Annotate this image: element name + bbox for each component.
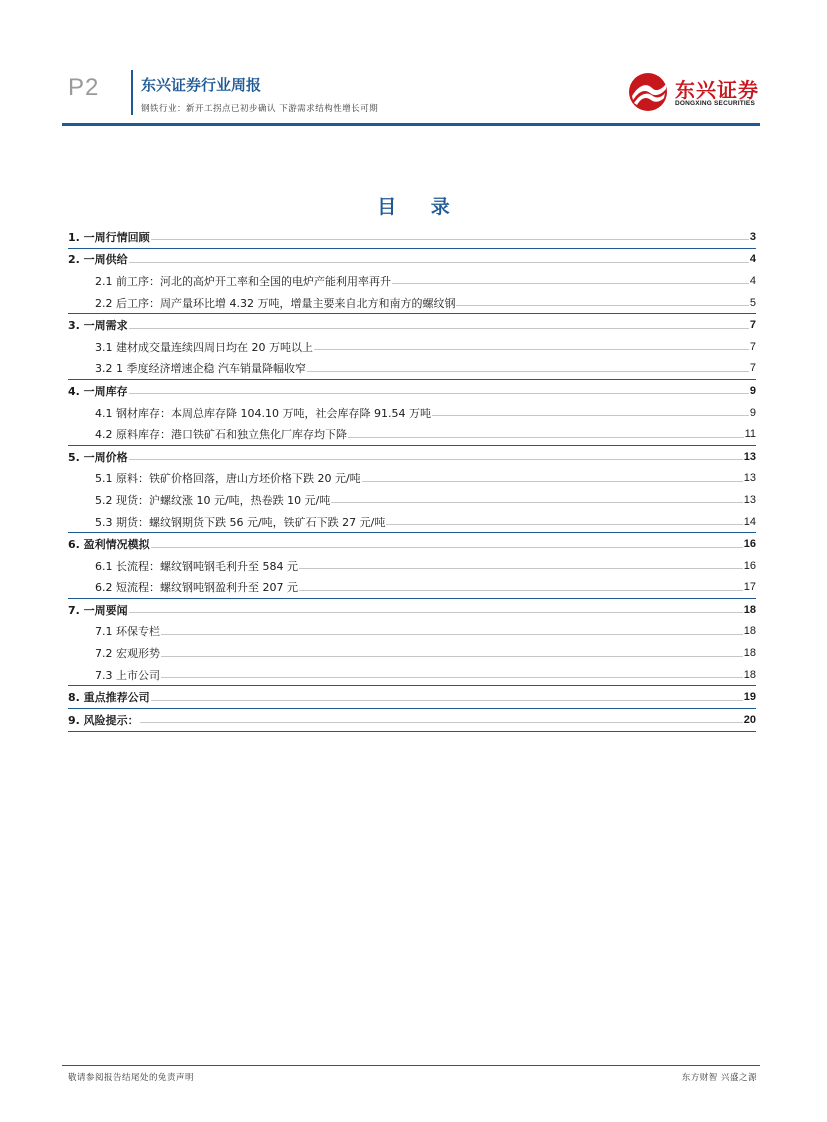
toc-entry-label: 1. 一周行情回顾 [68, 230, 150, 244]
toc-entry-label: 5.1 原料：铁矿价格回落，唐山方坯价格下跌 20 元/吨 [95, 472, 361, 486]
toc-entry-label: 2.1 前工序：河北的高炉开工率和全国的电炉产能利用率再升 [95, 274, 391, 288]
report-subtitle: 钢铁行业：新开工拐点已初步确认 下游需求结构性增长可期 [141, 104, 379, 114]
toc-dot-leader [129, 612, 743, 613]
toc-chapter-entry[interactable] [68, 533, 756, 555]
toc-entry-label: 7.3 上市公司 [95, 668, 160, 682]
toc-section-entry[interactable] [68, 621, 756, 643]
toc-page-number: 7 [749, 362, 756, 375]
toc-chapter-entry[interactable] [68, 686, 756, 708]
toc-page-number: 14 [743, 515, 756, 528]
toc-entry-label: 9. 风险提示： [68, 713, 139, 727]
toc-chapter-entry[interactable] [68, 446, 756, 468]
toc-entry-label: 2. 一周供给 [68, 253, 128, 267]
toc-chapter-entry[interactable] [68, 380, 756, 402]
toc-entry-label: 7.1 环保专栏 [95, 625, 160, 639]
table-of-contents [68, 226, 756, 732]
toc-entry-label: 7.2 宏观形势 [95, 647, 160, 661]
toc-page-number: 7 [749, 340, 756, 353]
toc-section-entry[interactable] [68, 292, 756, 314]
toc-entry-label: 5. 一周价格 [68, 450, 128, 464]
toc-dot-leader [151, 547, 743, 548]
toc-dot-leader [129, 328, 749, 329]
toc-dot-leader [456, 305, 748, 306]
toc-title: 目 录 [377, 196, 464, 218]
toc-page-number: 13 [743, 450, 756, 463]
toc-page-number: 9 [749, 384, 756, 397]
toc-page-number: 13 [743, 472, 756, 485]
toc-entry-label: 3. 一周需求 [68, 319, 128, 333]
toc-dot-leader [386, 524, 742, 525]
toc-entry-label: 3.2 1 季度经济增速企稳 汽车销量降幅收窄 [95, 362, 306, 376]
toc-dot-leader [331, 502, 742, 503]
toc-entry-label: 7. 一周要闻 [68, 603, 128, 617]
toc-chapter-entry[interactable] [68, 599, 756, 621]
company-logo [628, 72, 763, 112]
toc-dot-leader [151, 239, 749, 240]
toc-dot-leader [314, 349, 749, 350]
toc-page-number: 4 [749, 274, 756, 287]
toc-dot-leader [161, 677, 743, 678]
page-number: P2 [68, 74, 100, 101]
toc-entry-label: 8. 重点推荐公司 [68, 691, 150, 705]
toc-dot-leader [129, 393, 749, 394]
toc-chapter-entry[interactable] [68, 314, 756, 336]
toc-dot-leader [348, 437, 744, 438]
toc-page-number: 9 [749, 406, 756, 419]
header-rule [62, 123, 760, 126]
toc-page-number: 18 [743, 647, 756, 660]
logo-english-text: DONGXING SECURITIES [675, 100, 756, 107]
toc-section-entry[interactable] [68, 577, 756, 599]
footer-disclaimer: 敬请参阅报告结尾处的免责声明 [68, 1073, 195, 1083]
toc-section-entry[interactable] [68, 270, 756, 292]
toc-page-number: 18 [743, 668, 756, 681]
toc-dot-leader [362, 481, 743, 482]
toc-dot-leader [307, 371, 749, 372]
toc-page-number: 4 [749, 253, 756, 266]
toc-section-entry[interactable] [68, 358, 756, 380]
toc-entry-label: 6.1 长流程：螺纹钢吨钢毛利升至 584 元 [95, 559, 298, 573]
toc-page-number: 3 [749, 230, 756, 243]
toc-dot-leader [161, 656, 743, 657]
toc-section-entry[interactable] [68, 664, 756, 686]
toc-page-number: 20 [743, 713, 756, 726]
logo-emblem-icon [628, 72, 670, 112]
toc-chapter-entry[interactable] [68, 249, 756, 271]
toc-entry-label: 4.1 钢材库存：本周总库存降 104.10 万吨，社会库存降 91.54 万吨 [95, 406, 431, 420]
toc-entry-label: 2.2 后工序：周产量环比增 4.32 万吨，增量主要来自北方和南方的螺纹钢 [95, 296, 456, 310]
toc-dot-leader [129, 459, 743, 460]
toc-dot-leader [151, 700, 743, 701]
toc-dot-leader [161, 634, 743, 635]
toc-page-number: 16 [743, 559, 756, 572]
footer-rule [62, 1065, 760, 1066]
toc-chapter-entry[interactable] [68, 226, 756, 248]
toc-page-number: 5 [749, 296, 756, 309]
toc-dot-leader [299, 568, 743, 569]
toc-dot-leader [129, 262, 749, 263]
header-divider [131, 70, 133, 115]
toc-entry-label: 4. 一周库存 [68, 384, 128, 398]
toc-page-number: 18 [743, 625, 756, 638]
toc-section-divider [68, 731, 756, 732]
toc-section-entry[interactable] [68, 402, 756, 424]
toc-section-entry[interactable] [68, 511, 756, 533]
footer-slogan: 东方财智 兴盛之源 [681, 1073, 757, 1083]
toc-page-number: 18 [743, 603, 756, 616]
toc-page-number: 7 [749, 319, 756, 332]
toc-page-number: 17 [743, 581, 756, 594]
toc-section-entry[interactable] [68, 423, 756, 445]
toc-section-entry[interactable] [68, 336, 756, 358]
toc-entry-label: 6. 盈利情况模拟 [68, 538, 150, 552]
toc-page-number: 13 [743, 493, 756, 506]
toc-entry-label: 4.2 原料库存：港口铁矿石和独立焦化厂库存均下降 [95, 428, 347, 442]
toc-dot-leader [299, 590, 743, 591]
toc-entry-label: 3.1 建材成交量连续四周日均在 20 万吨以上 [95, 340, 313, 354]
logo-chinese-text: 东兴证券 [675, 78, 759, 102]
toc-dot-leader [432, 415, 749, 416]
toc-section-entry[interactable] [68, 468, 756, 490]
toc-entry-label: 6.2 短流程：螺纹钢吨钢盈利升至 207 元 [95, 581, 298, 595]
toc-entry-label: 5.2 现货：沪螺纹涨 10 元/吨，热卷跌 10 元/吨 [95, 493, 331, 507]
report-name: 东兴证券行业周报 [141, 76, 262, 94]
toc-page-number: 11 [744, 428, 756, 441]
toc-chapter-entry[interactable] [68, 709, 756, 731]
toc-dot-leader [140, 722, 743, 723]
toc-entry-label: 5.3 期货：螺纹钢期货下跌 56 元/吨，铁矿石下跌 27 元/吨 [95, 515, 386, 529]
toc-dot-leader [392, 283, 749, 284]
toc-section-entry[interactable] [68, 642, 756, 664]
toc-page-number: 16 [743, 538, 756, 551]
toc-section-entry[interactable] [68, 555, 756, 577]
toc-page-number: 19 [743, 691, 756, 704]
toc-section-entry[interactable] [68, 489, 756, 511]
